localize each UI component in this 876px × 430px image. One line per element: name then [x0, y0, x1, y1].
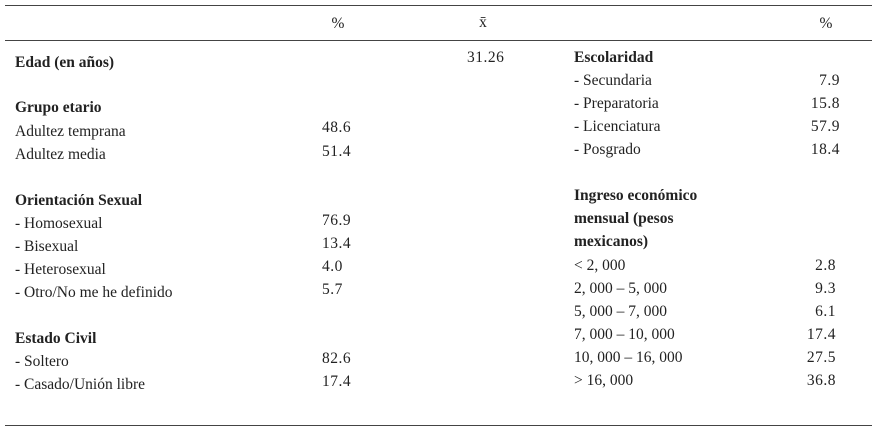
top-rule — [5, 5, 872, 6]
ingreso-title-line: Ingreso económico — [574, 187, 698, 204]
header-pct-right: % — [819, 15, 833, 32]
orientacion-row-label: - Heterosexual — [15, 261, 106, 278]
header-mean: x̄ — [479, 14, 487, 31]
estado-civil-title: Estado Civil — [15, 330, 97, 347]
escolaridad-row-value: 7.9 — [819, 72, 840, 89]
escolaridad-row-value: 18.4 — [810, 141, 840, 158]
escolaridad-row-value: 57.9 — [810, 118, 840, 135]
ingreso-row-value: 9.3 — [815, 280, 836, 297]
ingreso-row-value: 2.8 — [815, 257, 836, 274]
ingreso-row-label: < 2, 000 — [574, 257, 626, 274]
edad-label: Edad (en años) — [15, 54, 115, 71]
ingreso-row-value: 27.5 — [806, 349, 836, 366]
ingreso-row-label: 2, 000 – 5, 000 — [574, 280, 667, 297]
orientacion-row-value: 4.0 — [322, 258, 343, 275]
grupo-row-label: Adultez media — [15, 146, 106, 163]
orientacion-row-value: 13.4 — [322, 235, 352, 252]
escolaridad-row-label: - Secundaria — [574, 72, 652, 89]
orientacion-row-label: - Bisexual — [15, 238, 79, 255]
ingreso-row-value: 17.4 — [806, 326, 836, 343]
escolaridad-row-value: 15.8 — [810, 95, 840, 112]
ingreso-row-label: 10, 000 – 16, 000 — [574, 349, 683, 366]
orientacion-row-value: 76.9 — [322, 212, 352, 229]
ingreso-title-line: mexicanos) — [574, 233, 649, 250]
escolaridad-title: Escolaridad — [574, 49, 654, 66]
ingreso-row-label: > 16, 000 — [574, 372, 634, 389]
orientacion-row-label: - Homosexual — [15, 215, 103, 232]
grupo-row-value: 51.4 — [322, 143, 352, 160]
ingreso-title-line: mensual (pesos — [574, 210, 674, 227]
civil-row-label: - Soltero — [15, 353, 69, 370]
header-pct-left: % — [331, 15, 345, 32]
ingreso-row-label: 5, 000 – 7, 000 — [574, 303, 667, 320]
edad-mean-value: 31.26 — [467, 49, 505, 66]
civil-row-label: - Casado/Unión libre — [15, 376, 146, 393]
header-rule — [5, 40, 872, 41]
civil-row-value: 82.6 — [322, 350, 352, 367]
grupo-etario-title: Grupo etario — [15, 99, 102, 116]
orientacion-row-label: - Otro/No me he definido — [15, 284, 173, 301]
escolaridad-row-label: - Preparatoria — [574, 95, 659, 112]
grupo-row-label: Adultez temprana — [15, 123, 126, 140]
ingreso-row-value: 6.1 — [815, 303, 836, 320]
escolaridad-row-label: - Licenciatura — [574, 118, 661, 135]
bottom-rule — [5, 425, 872, 426]
ingreso-row-value: 36.8 — [806, 372, 836, 389]
civil-row-value: 17.4 — [322, 373, 352, 390]
escolaridad-row-label: - Posgrado — [574, 141, 641, 158]
grupo-row-value: 48.6 — [322, 119, 352, 136]
orientacion-row-value: 5.7 — [322, 281, 343, 298]
ingreso-row-label: 7, 000 – 10, 000 — [574, 326, 675, 343]
orientacion-title: Orientación Sexual — [15, 192, 143, 209]
